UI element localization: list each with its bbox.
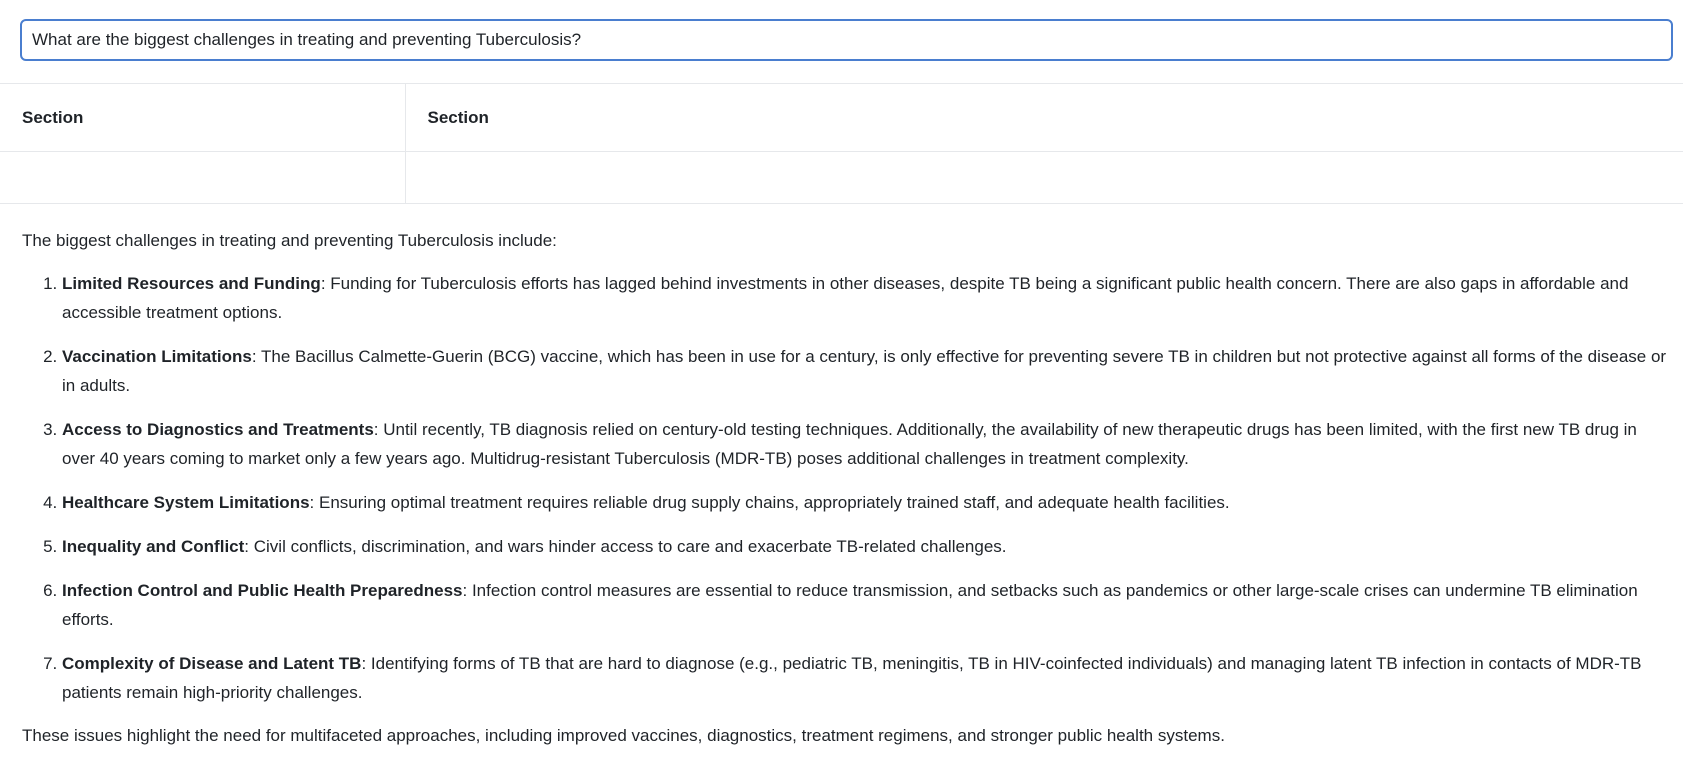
list-item-title: Limited Resources and Funding (62, 274, 321, 293)
table-cell (0, 152, 405, 204)
query-input[interactable] (20, 19, 1673, 61)
answer-intro: The biggest challenges in treating and preventing Tuberculosis include: (22, 231, 557, 250)
table-row (0, 152, 1683, 204)
answer-conclusion: These issues highlight the need for multifaceted approaches, including improved vaccines, diagnostics, treatment regimens, and stronger public health systems. (22, 726, 1225, 745)
table-header-cell: Section (405, 84, 1683, 152)
list-item-title: Infection Control and Public Health Preparedness (62, 581, 463, 600)
list-item-title: Vaccination Limitations (62, 347, 252, 366)
list-item (62, 532, 1672, 561)
list-item-text: : Funding for Tuberculosis efforts has lagged behind investments in other diseases, despite TB being a significant public health concern. There are also gaps in affordable and accessible treatment options. (62, 274, 1629, 322)
table-cell (405, 152, 1683, 204)
list-item (62, 649, 1672, 707)
list-item-title: Healthcare System Limitations (62, 493, 310, 512)
list-item-text: : Civil conflicts, discrimination, and wars hinder access to care and exacerbate TB-related challenges. (244, 537, 1007, 556)
list-item (62, 269, 1672, 327)
list-item-text: : Ensuring optimal treatment requires reliable drug supply chains, appropriately trained staff, and adequate health facilities. (309, 493, 1230, 512)
list-item (62, 342, 1672, 400)
sections-table (0, 83, 1683, 204)
list-item-text: : Until recently, TB diagnosis relied on century-old testing techniques. Additionally, the availability of new therapeutic drugs has been limited, with the first new TB drug in over 40 years coming to market only a few years ago. Multidrug-resistant Tuberculosis (MDR-TB) poses additional challenges in treatment complexity. (62, 420, 1637, 468)
challenge-list (22, 269, 1672, 707)
list-item-text: : Infection control measures are essential to reduce transmission, and setbacks such as pandemics or other large-scale crises can undermine TB elimination efforts. (62, 581, 1638, 629)
list-item-title: Inequality and Conflict (62, 537, 245, 556)
list-item-title: Access to Diagnostics and Treatments (62, 420, 374, 439)
table-header-row (0, 84, 1683, 152)
list-item (62, 488, 1672, 517)
table-header-cell: Section (0, 84, 405, 152)
list-item (62, 415, 1672, 473)
answer-body (22, 226, 1672, 750)
list-item-text: : Identifying forms of TB that are hard to diagnose (e.g., pediatric TB, meningitis, TB in HIV-coinfected individuals) and managing latent TB infection in contacts of MDR-TB patients remain high-priority challenges. (62, 654, 1642, 702)
list-item-text: : The Bacillus Calmette-Guerin (BCG) vaccine, which has been in use for a century, is only effective for preventing severe TB in children but not protective against all forms of the disease or in adults. (62, 347, 1667, 395)
list-item-title: Complexity of Disease and Latent TB (62, 654, 362, 673)
query-box[interactable] (20, 19, 1673, 61)
list-item (62, 576, 1672, 634)
